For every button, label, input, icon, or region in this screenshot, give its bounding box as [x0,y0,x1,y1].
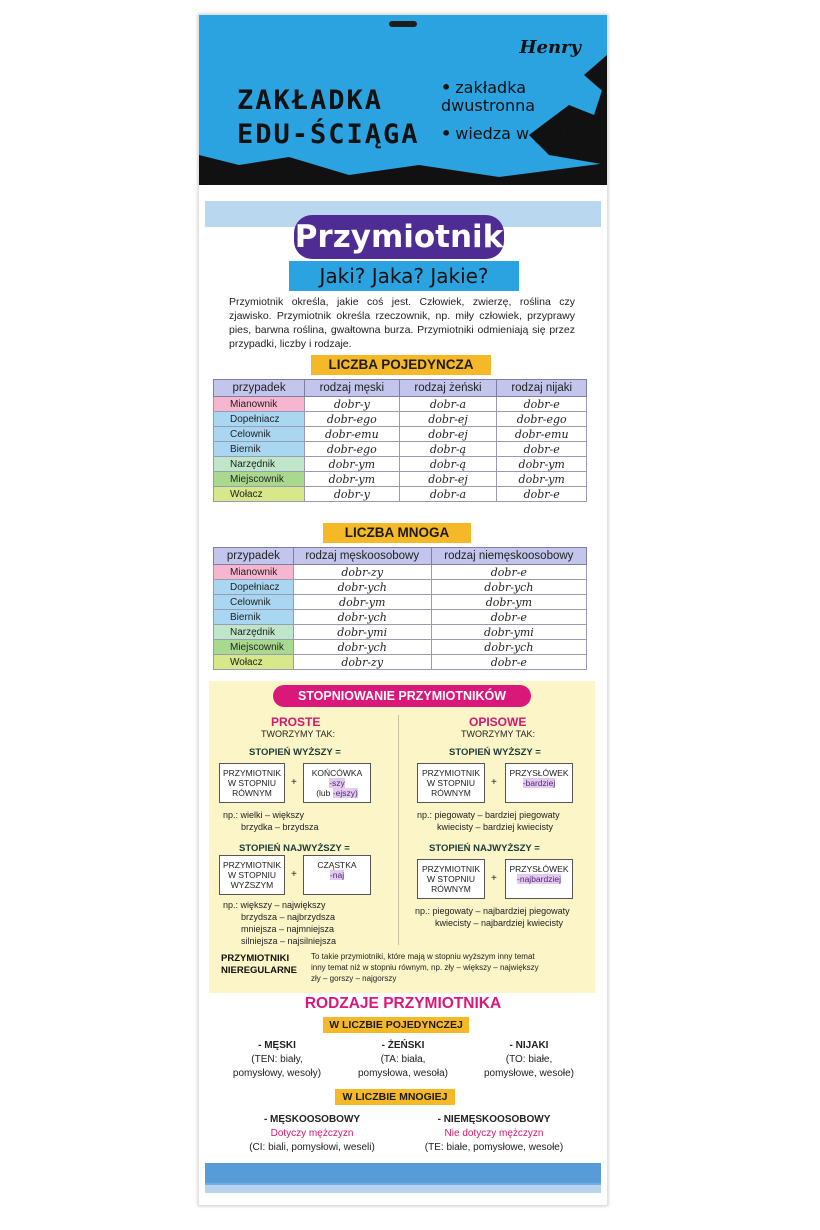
header-banner [199,15,607,185]
box-line: KOŃCÓWKA [311,768,363,778]
singular-table [213,379,587,502]
plural-label: LICZBA MNOGA [323,523,471,543]
case-name-cell: Mianownik [214,397,305,412]
singular-header-cell: przypadek [214,380,305,397]
singular-label: LICZBA POJEDYNCZA [311,355,491,375]
ending-cell: dobr-ej [399,412,497,427]
box-line: CZĄSTKA [317,860,357,870]
table-row [214,610,587,625]
case-name-cell: Dopełniacz [214,412,305,427]
descriptive-head: OPISOWE [469,715,527,729]
gender-line: pomysłowy, wesoły) [232,1068,322,1079]
suffix-mark: -szy [329,778,345,788]
gender-note: Nie dotyczy mężczyzn [444,1128,544,1139]
ending-cell: dobr-ych [431,640,586,655]
ending-cell: dobr-e [497,397,587,412]
ending-cell: dobr-e [497,442,587,457]
example-line: np.: większy – największy [223,900,326,910]
gender-nonmasculine-personal [409,1113,579,1155]
comparison-title: STOPNIOWANIE PRZYMIOTNIKÓW [273,685,531,707]
ending-cell: dobr-ego [305,412,400,427]
page-title: Przymiotnik [294,215,504,259]
table-row [214,457,587,472]
plus-sign: + [491,777,497,788]
example-line: brzydsza – najbrzydsza [241,912,336,922]
ending-cell: dobr-emu [305,427,400,442]
table-row [214,640,587,655]
gender-head: - NIEMĘSKOOSOBOWY [437,1114,551,1125]
gender-head: - ŻEŃSKI [381,1040,425,1051]
descriptive-how: TWORZYMY TAK: [461,729,536,739]
suffix-mark: -bardziej [522,778,556,788]
ending-cell: dobr-ym [293,595,431,610]
table-row [214,580,587,595]
simple-example-2 [223,899,336,947]
brand-logo: Henry [519,37,581,58]
bottom-brush-stripe [205,1163,601,1185]
ending-cell: dobr-e [497,487,587,502]
gender-feminine [343,1039,463,1081]
ending-cell: dobr-y [305,487,400,502]
bullet-text: wiedza w pigułce [455,124,593,143]
descriptive-box-adverb [505,763,573,803]
page-subtitle: Jaki? Jaka? Jakie? [289,261,519,291]
case-name-cell: Narzędnik [214,457,305,472]
column-divider [398,715,399,945]
ending-cell: dobr-e [431,655,586,670]
case-name-cell: Mianownik [214,565,294,580]
plus-sign: + [291,777,297,788]
ending-cell: dobr-zy [293,565,431,580]
simple-box-base: PRZYMIOTNIK W STOPNIU RÓWNYM [219,763,285,803]
irregular-label-1: PRZYMIOTNIKI [221,953,290,964]
bullet-text: zakładka dwustronna [441,78,536,115]
plus-sign: + [491,873,497,884]
gender-line: (TO: białe, [505,1054,553,1065]
ending-cell: dobr-ym [431,595,586,610]
case-name-cell: Celownik [214,427,305,442]
intro-text: Przymiotnik określa, jakie coś jest. Człowiek, zwierzę, roślina czy zjawisko. Przymiotnik określa rzeczownik, np. miły człowiek, przyprawy pies, barwna roślina, gwałtowna burza. Przymiotniki odmieniają się przez przypadki, liczby i rodzaje. [229,296,575,350]
box-line: PRZYSŁÓWEK [509,768,569,778]
ending-cell: dobr-ej [399,427,497,442]
ending-cell: dobr-ą [399,442,497,457]
case-name-cell: Dopełniacz [214,580,294,595]
example-line: mniejsza – najmniejsza [241,924,335,934]
kinds-singular-label: W LICZBIE POJEDYNCZEJ [323,1017,469,1033]
plural-header-cell: rodzaj niemęskoosobowy [431,548,586,565]
bullet-item: • zakładka dwustronna [441,78,536,115]
descriptive-example-2b: kwiecisty – najbardziej kwiecisty [435,918,564,928]
ending-cell: dobr-a [399,487,497,502]
gender-note: Dotyczy mężczyzn [270,1128,354,1139]
descriptive-example-1a: np.: piegowaty – bardziej piegowaty [417,810,560,820]
ending-cell: dobr-ej [399,472,497,487]
descriptive-highest-label: STOPIEŃ NAJWYŻSZY = [429,843,540,854]
gender-line: (CI: biali, pomysłowi, weseli) [249,1142,375,1153]
irregular-line: inny temat niż w stopniu równym, np. zły – większy – największy [311,963,539,972]
simple-head: PROSTE [271,715,321,729]
table-row [214,427,587,442]
ending-cell: dobr-ym [497,472,587,487]
descriptive-box-base2: PRZYMIOTNIK W STOPNIU RÓWNYM [417,859,485,899]
box-line: PRZYSŁÓWEK [509,864,569,874]
kinds-title: RODZAJE PRZYMIOTNIKA [304,995,502,1012]
suffix-mark: -naj [329,870,345,880]
table-row [214,412,587,427]
plural-table [213,547,587,670]
ending-cell: dobr-ych [293,640,431,655]
header-title-line1: ZAKŁADKA [237,85,384,116]
bottom-brush-stripe-light [205,1183,601,1193]
table-row [214,472,587,487]
case-name-cell: Biernik [214,610,294,625]
table-row [214,397,587,412]
ending-cell: dobr-ych [293,580,431,595]
case-name-cell: Wołacz [214,487,305,502]
plural-header-cell: rodzaj męskoosobowy [293,548,431,565]
hang-hole [389,21,417,27]
ending-cell: dobr-zy [293,655,431,670]
ending-cell: dobr-ym [497,457,587,472]
simple-box-higher: PRZYMIOTNIK W STOPNIU WYŻSZYM [219,855,285,895]
table-row [214,442,587,457]
descriptive-example-2a: np.: piegowaty – najbardziej piegowaty [415,906,570,916]
ending-cell: dobr-emu [497,427,587,442]
suffix-mark: -najbardziej [517,874,561,884]
descriptive-example-1b: kwiecisty – bardziej kwiecisty [437,822,554,832]
bookmark-card [198,14,608,1206]
header-bullets [441,79,607,153]
ending-cell: dobr-e [431,610,586,625]
case-name-cell: Biernik [214,442,305,457]
singular-header-cell: rodzaj żeński [399,380,497,397]
gender-neuter [469,1039,589,1081]
simple-example-1a: np.: wielki – większy [223,810,305,820]
gender-masculine-personal [227,1113,397,1155]
descriptive-higher-label: STOPIEŃ WYŻSZY = [449,747,541,758]
simple-how: TWORZYMY TAK: [261,729,336,739]
header-title-line2: EDU-ŚCIĄGA [237,119,420,150]
ending-cell: dobr-ym [305,457,400,472]
gender-line: (TE: białe, pomysłowe, wesołe) [424,1142,564,1153]
table-row [214,595,587,610]
gender-head: - NIJAKI [509,1040,549,1051]
case-name-cell: Celownik [214,595,294,610]
descriptive-box-base: PRZYMIOTNIK W STOPNIU RÓWNYM [417,763,485,803]
irregular-line: zły – gorszy – najgorszy [311,974,397,983]
case-name-cell: Miejscownik [214,472,305,487]
simple-box-particle [303,855,371,895]
case-name-cell: Miejscownik [214,640,294,655]
case-name-cell: Narzędnik [214,625,294,640]
ending-cell: dobr-ych [431,580,586,595]
gender-head: - MĘSKI [258,1040,296,1051]
singular-header-cell: rodzaj męski [305,380,400,397]
gender-head: - MĘSKOOSOBOWY [263,1114,361,1125]
irregular-label-2: NIEREGULARNE [221,965,298,976]
ending-cell: dobr-ych [293,610,431,625]
table-row [214,625,587,640]
plural-header-cell: przypadek [214,548,294,565]
gender-masculine [217,1039,337,1081]
ending-cell: dobr-ą [399,457,497,472]
case-name-cell: Wołacz [214,655,294,670]
bullet-item: • wiedza w pigułce [441,124,593,143]
ending-cell: dobr-e [431,565,586,580]
kinds-plural-label: W LICZBIE MNOGIEJ [335,1089,455,1105]
descriptive-box-adverb2 [505,859,573,899]
table-row [214,565,587,580]
example-line: silniejsza – najsilniejsza [241,936,337,946]
simple-highest-label: STOPIEŃ NAJWYŻSZY = [239,843,350,854]
plus-sign: + [291,869,297,880]
ending-cell: dobr-ymi [431,625,586,640]
box-line: (lub [316,788,331,798]
irregular-line: To takie przymiotniki, które mają w stopniu wyższym inny temat [311,952,535,961]
simple-higher-label: STOPIEŃ WYŻSZY = [249,747,341,758]
simple-example-1b: brzydka – brzydsza [241,822,319,832]
gender-line: pomysłowe, wesołe) [483,1068,575,1079]
gender-line: (TEN: biały, [251,1054,303,1065]
table-row [214,655,587,670]
ending-cell: dobr-y [305,397,400,412]
irregular-text [311,951,539,984]
simple-box-ending [303,763,371,803]
ending-cell: dobr-a [399,397,497,412]
suffix-mark: -ejszy) [332,788,358,798]
gender-line: pomysłowa, wesoła) [357,1068,449,1079]
ending-cell: dobr-ym [305,472,400,487]
gender-line: (TA: biała, [380,1054,426,1065]
singular-header-cell: rodzaj nijaki [497,380,587,397]
ending-cell: dobr-ego [497,412,587,427]
table-row [214,487,587,502]
ending-cell: dobr-ymi [293,625,431,640]
ending-cell: dobr-ego [305,442,400,457]
